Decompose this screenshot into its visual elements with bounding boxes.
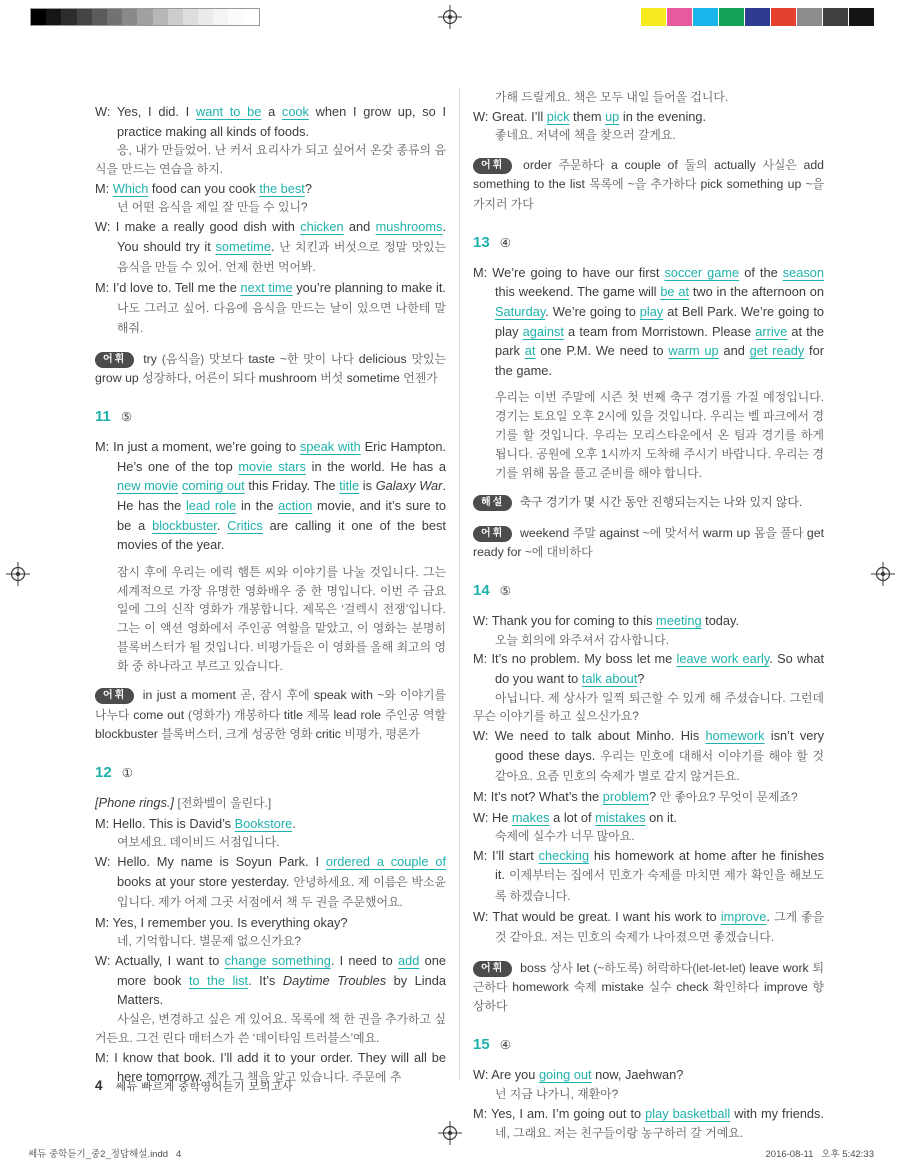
korean-translation-inline: (음식을) 맛보다 [161,351,249,366]
vocabulary-badge: 어휘 [473,961,512,977]
dialog-line: M: It’s not? What’s the problem? 안 좋아요? 무엇이 문제죠? [473,788,798,804]
speaker-label: M: [473,651,488,667]
speaker-label: M: [473,847,488,863]
korean-translation-inline: 제가 그 책을 알고 있습니다. 주문에 추 [205,1070,402,1085]
grayscale-swatch [61,9,76,25]
highlighted-phrase: Bookstore [234,815,293,831]
answer-choice: ④ [499,234,511,250]
color-swatch [797,8,822,26]
vocabulary-badge: 어휘 [95,688,134,704]
highlighted-phrase: movie stars [238,458,306,474]
dialog-line [95,793,446,814]
highlighted-phrase: up [605,108,620,124]
highlighted-phrase: action [278,497,313,513]
speaker-label: W: [473,908,489,924]
korean-translation-inline: 주인공 역할 [384,707,447,722]
speaker-label: W: [473,1067,489,1083]
korean-translation-inline: (~하도록) 허락하다(let-let-let) [593,960,750,975]
speaker-label: M: [95,439,110,455]
highlighted-phrase: to the list [188,972,249,988]
korean-translation-paragraph: 잠시 후에 우리는 에릭 햄튼 씨와 이야기를 나눌 것입니다. 그는 세계적으로 가장 유명한 영화배우 중 한 명입니다. 이번 주 금요일에 그의 신작 영화가 개봉합니다. 제목은 ‘걸렉시 전쟁’입니다. 그는 이 액션 영화에서 주인공 역할을 맡았고, 이 영화는 분명히 블록버스터가 될 것입니다. 비평가들은 이 영화를 올해 최고의 영화 중 하나라고 부르고 있습니다. [117,564,446,673]
vocabulary-badge: 어휘 [473,158,512,174]
highlighted-phrase: arrive [755,323,788,339]
dialog-line: W: I make a really good dish with chicken and mushrooms. You should try it sometime. 난 치킨과 버섯으로 정말 맛있는 음식을 만들 수 있어. 언제 한번 먹어봐. [95,219,446,275]
grayscale-swatch [168,9,183,25]
explanation-block [473,493,824,512]
question-header [95,408,446,426]
korean-translation-inline: 난 치킨과 버섯으로 정말 맛있는 음식을 만들 수 있어. 언제 한번 먹어봐. [117,239,446,275]
grayscale-swatch [46,9,61,25]
speaker-label: M: [473,788,488,804]
dialog-line: W: Thank you for coming to this meeting today. [473,612,740,628]
vocabulary-badge: 어휘 [95,352,134,368]
grayscale-swatch [137,9,152,25]
korean-translation-inline: 주문하다 [558,158,611,173]
vocabulary-block: 어휘 try (음식을) 맛보다 taste ~한 맛이 나다 delicious 맛있는 grow up 성장하다, 어른이 되다 mushroom 버섯 sometime 언젠가 [95,351,447,385]
highlighted-phrase: makes [511,809,550,825]
highlighted-phrase: title [339,478,360,494]
korean-translation-inline: 안녕하세요. 제 이름은 박소윤입니다. 제가 어제 그곳 서점에서 책 두 권을 주문했어요. [117,874,446,910]
dialog-line: M: Hello. This is David’s Bookstore. [95,815,296,831]
dialog-line: M: In just a moment, we’re going to speak with Eric Hampton. He’s one of the top movie stars in the world. He has a new movie coming out this Friday. The title is Galaxy War. He has the lead role in the action movie, and it’s sure to be a blockbuster. Critics are calling it one of the best movies of the year. [95,439,446,553]
highlighted-phrase: cook [281,104,309,119]
korean-translation-inline: [전화벨이 울린다.] [177,796,272,811]
korean-translation-inline: 버섯 [320,370,347,385]
dialog-line: W: Actually, I want to change something. I need to add one more book to the list. It’s Daytime Troubles by Linda Matters. [95,953,446,1008]
color-swatch [823,8,848,26]
korean-translation: 네, 기억합니다. 별문제 없으신가요? [117,934,301,949]
speaker-label: W: [95,854,111,870]
speaker-label: W: [473,108,489,124]
dialog-line: M: I know that book. I’ll add it to your order. They will all be here tomorrow. 제가 그 책을 알고 있습니다. 주문에 추 [95,1049,446,1085]
question-header [473,1036,824,1054]
highlighted-phrase: going out [538,1067,592,1083]
dialog-line: W: Hello. My name is Soyun Park. I ordered a couple of books at your store yesterday. 안녕하세요. 제 이름은 박소윤입니다. 제가 어제 그곳 서점에서 책 두 권을 주문했어요. [95,854,447,910]
speaker-label: W: [95,219,111,235]
answer-choice: ① [121,765,133,781]
question-header [473,582,824,600]
highlighted-phrase: improve [720,908,767,924]
highlighted-phrase: new movie [117,478,179,494]
question-number: 13 [473,233,490,251]
color-swatch [641,8,666,26]
column-left [95,88,447,1085]
highlighted-phrase: soccer game [664,264,740,280]
korean-translation-inline: 성장하다, 어른이 되다 [142,370,259,385]
korean-translation-inline: 네, 그래요. 저는 친구들이랑 농구하러 갈 거예요. [495,1126,743,1141]
highlighted-phrase: against [522,323,564,339]
grayscale-swatch [213,9,228,25]
book-title: 쎄듀 빠르게 중학영어듣기 모의고사 [115,1081,294,1093]
speaker-label: W: [95,104,111,119]
korean-translation-inline: 축구 경기가 몇 시간 동안 진행되는지는 나와 있지 않다. [519,495,803,510]
highlighted-phrase: Critics [227,517,263,533]
grayscale-swatch [31,9,46,25]
korean-translation: 아닙니다. 제 상사가 일찍 퇴근할 수 있게 해 주셨습니다. 그런데 무슨 이야기를 하고 싶으신가요? [473,690,824,724]
dialog-line: W: He makes a lot of mistakes on it. [473,809,677,825]
grayscale-swatch [183,9,198,25]
highlighted-phrase: talk about [581,670,638,686]
highlighted-phrase: play [639,303,664,319]
highlighted-phrase: pick [546,108,570,124]
korean-translation-inline: 실수 [648,980,677,995]
highlighted-phrase: want to be [195,104,262,119]
color-calibration-strip [641,8,874,26]
highlighted-phrase: next time [240,279,293,295]
dialog-line: W: Yes, I did. I want to be a cook when I grow up, so I practice making all kinds of foods. [95,104,447,139]
korean-translation-inline: 확인하다 [713,980,764,995]
column-right [473,88,825,1141]
grayscale-swatch [107,9,122,25]
grayscale-swatch [198,9,213,25]
highlighted-phrase: be at [660,284,690,300]
dialog-line: M: Which food can you cook the best? [95,180,312,196]
korean-translation-inline: 우리는 민호에 대해서 이야기를 해야 할 것 같아요. 요즘 민호의 숙제가 별로 같지 않거든요. [495,748,825,784]
korean-translation-inline: ~에 대비하다 [524,544,593,559]
highlighted-phrase: season [782,264,824,280]
korean-translation: 사실은, 변경하고 싶은 게 있어요. 목록에 책 한 권을 추가하고 싶거든요. 그건 린다 매터스가 쓴 ‘데이타임 트러블스’예요. [95,1012,446,1045]
korean-translation-inline: 나도 그러고 싶어. 다음에 음식을 만드는 날이 있으면 나한테 말해줘. [117,300,446,336]
korean-translation-inline: 맛있는 [411,351,447,366]
speaker-label: M: [95,279,110,295]
question-number: 11 [95,408,111,426]
grayscale-swatch [244,9,259,25]
dialog-line: M: We’re going to have our first soccer game of the season this weekend. The game will be at two in the afternoon on Saturday. We’re going to play at Bell Park. We’re going to play against a team from Morristown. Please arrive at the park at one P.M. We need to warm up and get ready for the game. [473,264,825,378]
color-swatch [771,8,796,26]
highlighted-phrase: meeting [656,612,702,628]
highlighted-phrase: ordered a couple of [325,854,447,870]
korean-translation-inline: 제목 [306,707,334,722]
registration-mark-icon [438,1121,462,1145]
explanation-badge: 해설 [473,495,512,511]
dialog-line: W: That would be great. I want his work to improve. 그게 좋을 것 같아요. 저는 민호의 숙제가 나아졌으면 좋겠습니다. [473,908,824,945]
vocabulary-block: 어휘 weekend 주말 against ~에 맞서서 warm up 몸을 풀다 get ready for ~에 대비하다 [473,525,824,559]
grayscale-swatch [228,9,243,25]
korean-translation-inline: 둘의 [684,158,715,173]
korean-translation-inline: 블록버스터, 크게 성공한 영화 [161,726,316,741]
korean-translation: 좋네요. 저녁에 책을 찾으러 갈게요. [495,128,676,143]
page-number: 4 [95,1078,103,1093]
question-header [95,764,446,782]
grayscale-calibration-strip [30,8,260,26]
korean-translation-inline: 사실은 [762,158,804,173]
print-info-datetime: 2016-08-11 오후 5:42:33 [765,1149,874,1160]
speaker-label: M: [95,914,110,930]
speaker-label: M: [473,264,488,280]
print-info-filename: 쎄듀 중학듣기_중2_정답해설.indd 4 [28,1149,182,1160]
highlighted-phrase: checking [538,847,590,863]
vocabulary-block: 어휘 boss 상사 let (~하도록) 허락하다(let-let-let) leave work 퇴근하다 homework 숙제 mistake 실수 check 확인하다 improve 향상하다 [473,960,825,1014]
color-swatch [745,8,770,26]
highlighted-phrase: chicken [300,219,344,235]
registration-mark-icon [6,562,30,586]
korean-translation-inline: ~한 맛이 나다 [279,351,359,366]
korean-translation-inline: 향상하다 [473,980,825,1014]
korean-translation-inline: 안 좋아요? 무엇이 문제죠? [659,789,798,804]
question-number: 15 [473,1036,490,1054]
answer-choice: ⑤ [120,409,133,425]
highlighted-phrase: Saturday [495,303,546,319]
korean-translation-inline: 퇴근하다 [473,960,825,995]
highlighted-phrase: the best [259,180,305,196]
highlighted-phrase: mistakes [595,809,646,825]
grayscale-swatch [92,9,107,25]
highlighted-phrase: coming out [181,478,245,494]
italic-title: [Phone rings.] [95,795,174,811]
highlighted-phrase: mushrooms [375,219,443,235]
korean-translation-inline: 그게 좋을 것 같아요. 저는 민호의 숙제가 나아졌으면 좋겠습니다. [495,909,824,945]
grayscale-swatch [122,9,137,25]
italic-title: Daytime Troubles [282,972,387,988]
registration-mark-icon [438,5,462,29]
highlighted-phrase: get ready [749,343,805,359]
korean-translation-inline: 이제부터는 집에서 민호가 숙제를 마치면 제가 확인을 해보도록 하겠습니다. [495,868,824,904]
color-swatch [667,8,692,26]
dialog-line: W: Are you going out now, Jaehwan? [473,1067,684,1083]
highlighted-phrase: at [524,343,536,359]
highlighted-phrase: change something [224,953,331,969]
color-swatch [849,8,874,26]
answer-choice: ④ [499,1037,511,1053]
page-footer [95,1078,293,1094]
korean-translation-inline: ~에 맞서서 [642,525,703,540]
dialog-line: W: Great. I’ll pick them up in the evening. [473,108,707,124]
korean-translation-inline: 목록에 ~을 추가하다 [589,177,701,192]
question-header [473,234,824,252]
speaker-label: W: [95,953,111,969]
color-swatch [693,8,718,26]
italic-title: Galaxy War [375,478,443,494]
korean-translation: 응, 내가 만들었어. 난 커서 요리사가 되고 싶어서 온갖 종류의 음식을 만드는 연습을 하지. [95,143,446,176]
korean-translation-inline: 비평가, 평론가 [344,726,420,741]
korean-translation-inline: 상사 [549,960,577,975]
dialog-line: W: We need to talk about Minho. His homework isn’t very good these days. 우리는 민호에 대해서 이야기를 해야 할 것 같아요. 요즘 민호의 숙제가 별로 같지 않거든요. [473,728,825,784]
korean-translation: 오늘 회의에 와주셔서 감사합니다. [495,632,670,647]
korean-translation-inline: 곧, 잠시 후에 [240,688,314,703]
speaker-label: M: [473,1105,488,1121]
speaker-label: W: [473,728,489,744]
highlighted-phrase: speak with [300,439,361,455]
color-swatch [719,8,744,26]
korean-translation-inline: ~을 가지러 가다 [473,177,825,211]
korean-translation: 가해 드릴게요. 책은 모두 내일 들어올 겁니다. [495,90,729,104]
grayscale-swatch [77,9,92,25]
highlighted-phrase: warm up [668,343,719,359]
dialog-line: M: I’d love to. Tell me the next time you’re planning to make it. 나도 그러고 싶어. 다음에 음식을 만드는 날이 있으면 나한테 말해줘. [95,279,446,336]
answer-choice: ⑤ [499,582,511,598]
korean-translation-inline: 주말 [572,525,600,540]
korean-translation: 여보세요. 데이비드 서점입니다. [117,835,280,850]
vocabulary-block: 어휘 in just a moment 곧, 잠시 후에 speak with ~와 이야기를 나누다 come out (영화가) 개봉하다 title 제목 lead role 주인공 역할 blockbuster 블록버스터, 크게 성공한 영화 critic 비평가, 평론가 [95,688,447,741]
column-divider [459,88,460,1080]
highlighted-phrase: blockbuster [152,517,217,533]
vocabulary-block: 어휘 order 주문하다 a couple of 둘의 actually 사실은 add something to the list 목록에 ~을 추가하다 pick something up ~을 가지러 가다 [473,158,825,211]
question-number: 14 [473,581,490,599]
speaker-label: M: [95,1049,110,1065]
highlighted-phrase: problem [602,788,649,804]
dialog-line: M: I’ll start checking his homework at home after he finishes it. 이제부터는 집에서 민호가 숙제를 마치면 제가 확인을 해보도록 하겠습니다. [473,847,824,904]
korean-translation-inline: 언젠가 [403,370,438,385]
korean-translation-paragraph: 우리는 이번 주말에 시즌 첫 번째 축구 경기를 가질 예정입니다. 경기는 토요일 오후 2시에 있을 것입니다. 우리는 벨 파크에서 경기를 할 것입니다. 우리는 모리스타운에서 온 팀과 경기를 하게 됩니다. 공원에 오후 1시까지 도착해 주시기 바랍니다. 우리는 경기를 위해 몸을 풀고 준비를 해야 합니다. [495,390,824,480]
korean-translation-inline: 숙제 [573,980,602,995]
question-number: 12 [95,764,112,782]
korean-translation: 숙제에 실수가 너무 많아요. [495,829,635,844]
korean-translation-inline: ~와 이야기를 나누다 [95,688,447,722]
speaker-label: M: [95,180,110,196]
korean-translation-inline: (영화가) 개봉하다 [188,707,284,722]
highlighted-phrase: leave work early [676,651,770,667]
dialog-line: M: Yes, I am. I’m going out to play basketball with my friends. 네, 그래요. 저는 친구들이랑 농구하러 갈 거예요. [473,1105,825,1141]
vocabulary-badge: 어휘 [473,526,512,542]
registration-mark-icon [871,562,895,586]
korean-translation: 넌 지금 나가니, 재환아? [495,1087,619,1102]
korean-translation: 넌 어떤 음식을 제일 잘 만들 수 있니? [117,200,308,215]
grayscale-swatch [153,9,168,25]
highlighted-phrase: sometime [215,238,271,254]
highlighted-phrase: Which [112,180,149,196]
speaker-label: M: [95,815,110,831]
highlighted-phrase: homework [705,728,765,744]
speaker-label: W: [473,612,489,628]
highlighted-phrase: play basketball [645,1105,731,1121]
speaker-label: W: [473,809,489,825]
dialog-line: M: It’s no problem. My boss let me leave work early. So what do you want to talk about? [473,651,824,686]
korean-translation-inline: 몸을 풀다 [753,525,807,540]
highlighted-phrase: lead role [185,497,237,513]
highlighted-phrase: add [398,953,420,969]
dialog-line: M: Yes, I remember you. Is everything okay? [95,914,348,930]
